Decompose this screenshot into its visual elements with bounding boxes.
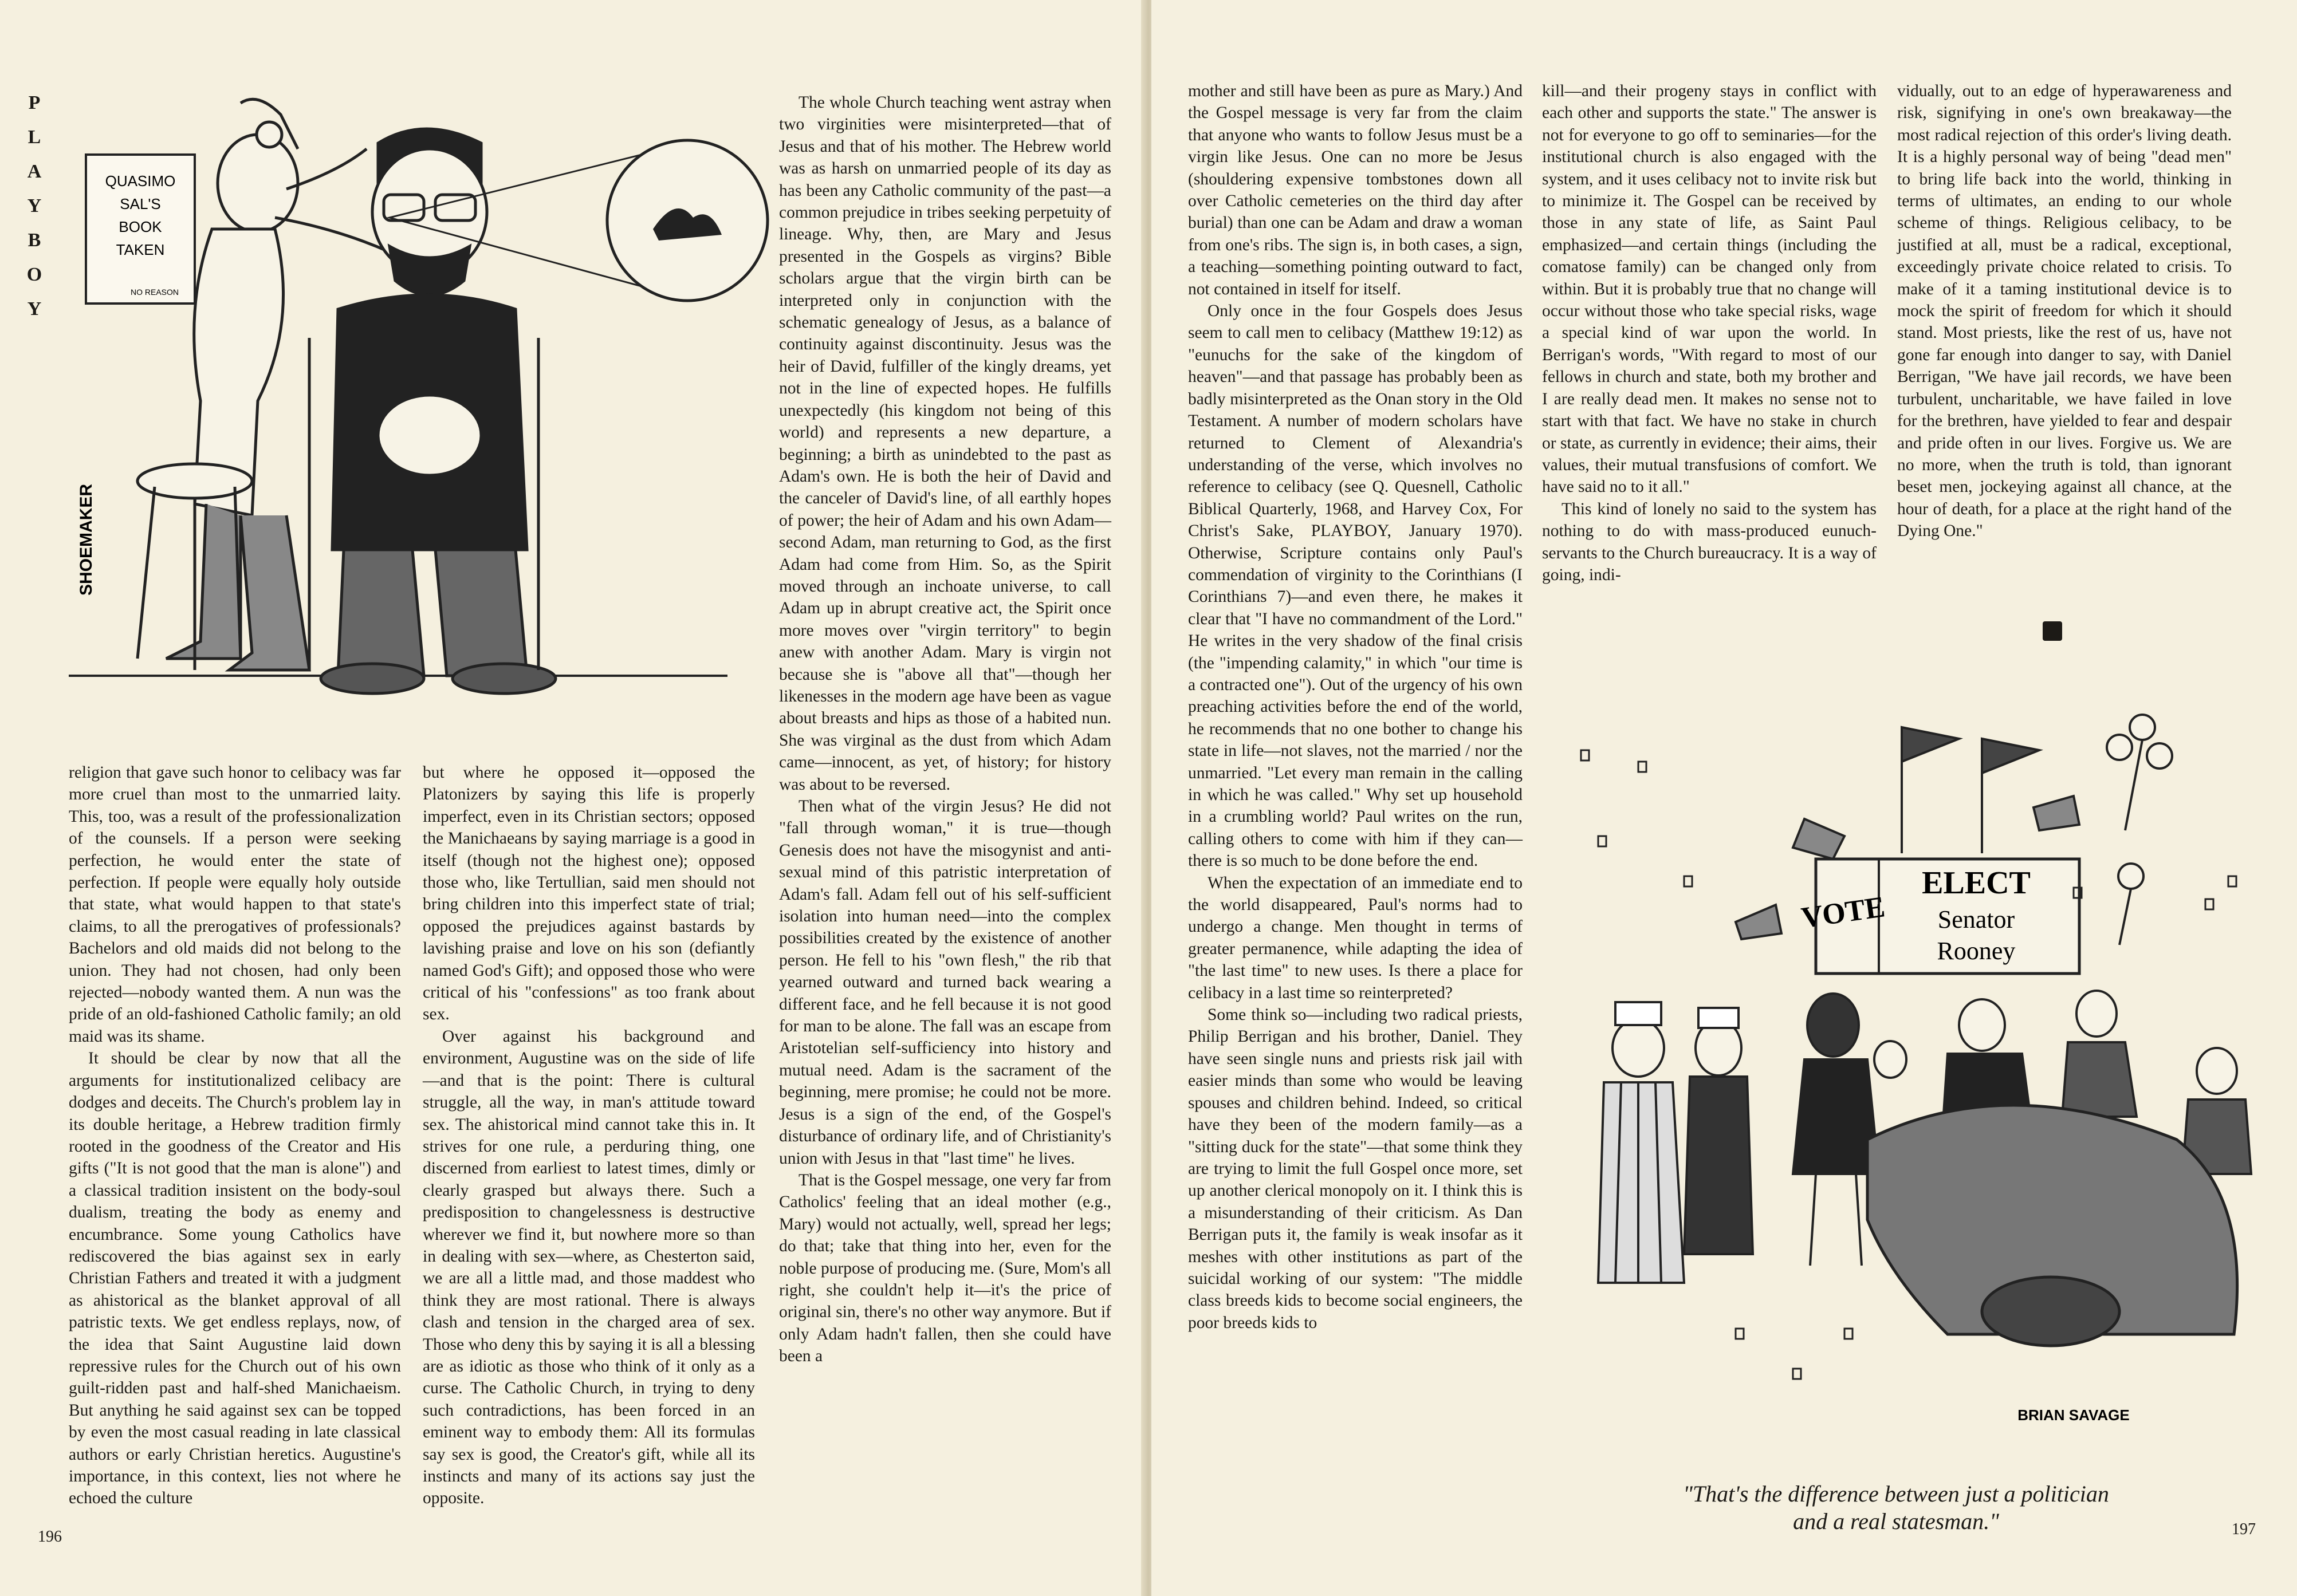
cartoon-political-rally bbox=[1547, 704, 2280, 1495]
paragraph: mother and still have been as pure as Mary.) And the Gospel message is very far from the claim that anyone who wants to follow Jesus must be a virgin like Jesus. One can no more be Jesus (shouldering expensive tombstones down all over Catholic cemeteries on the third day after burial) than one can be Adam and draw a woman from one's ribs. The sign is, in both cases, a sign, a teaching—something pointing outward to fact, not contained in itself for itself. bbox=[1188, 82, 1523, 298]
page-number-right: 197 bbox=[2232, 1520, 2256, 1538]
campaign-sign bbox=[1799, 859, 2079, 974]
caption-line-2: and a real statesman." bbox=[1793, 1508, 1999, 1534]
poster-line-1: QUASIMO bbox=[105, 172, 176, 190]
end-mark-icon bbox=[2043, 621, 2062, 641]
paragraph: Then what of the virgin Jesus? He did not "fall through woman," it is true—though Genesis does not have the misogynist and anti-sexual mind of this patristic interpretation of Adam's fall. Adam fell out of his self-sufficient isolation into human need—into the complex possibilities created by the existence of another person. He fell to his "own flesh," the rib that yearned outward and turned back wearing a different face, and he fell because it is not good for man to be alone. The fall was an escape from Aristotelian self-sufficiency into history and mutual need. Adam is the sacrament of the beginning, mere promise; he could not be more. Jesus is a sign of the end, of the Gospel's disturbance of ordinary life, and of Christianity's union with Jesus in that "last time" he lives. bbox=[779, 797, 1111, 1168]
paragraph: That is the Gospel message, one very far from Catholics' feeling that an ideal mother (e.g., Mary) would not actually, well, spread her legs; do that; take that thing into her, even for the noble purpose of producing me. (Sure, Mom's all right, she couldn't help it—it's the price of original sin, there's no other way anymore. But if only Adam hadn't fallen, then she could have been a bbox=[779, 1171, 1111, 1366]
cartoon-signature: BRIAN SAVAGE bbox=[2017, 1406, 2130, 1424]
paragraph: Over against his background and environment, Augustine was on the side of life—and that is the point: There is cultural struggle, all the way, in man's attitude toward sex. The ahistorical mind cannot take this in. It strives for one rule, a perduring thing, one discerned from earliest to latest times, dimly or clearly grasped but always there. Such a predisposition to changelessness is destructive wherever we find it, but nowhere more so than in dealing with sex—where, as Chesterton said, we are all a little mad, and those maddest who think they are most rational. There is always clash and tension in the charged area of sex. Those who deny this by saying it is all a blessing are as idiotic as those who think of it only as a curse. The Catholic Church, in trying to deny such contradictions, has been forced in an eminent way to embody them: All its formulas say sex is good, the Creator's gift, while all its instincts and many of its actions say just the opposite. bbox=[423, 1027, 755, 1508]
flags bbox=[1902, 727, 2039, 853]
left-page bbox=[0, 0, 1146, 1596]
page-number-left: 196 bbox=[38, 1528, 62, 1546]
car-wheel bbox=[1982, 1277, 2119, 1346]
paragraph: vidually, out to an edge of hyperawareness and risk, signifying in one's own breakaway—the most radical rejection of this order's living death. It is a highly personal way of being "dead men" to bring life back into the world, thinking in terms of ultimates, an ending to our whole scheme of things. Religious celibacy, to be justified at all, must be a radical, exceptional, exceedingly private choice related to crisis. To make of it a taming institutional device is to mock the spirit of freedom for which it should stand. Most priests, like the rest of us, have not gone far enough into danger to say, with Daniel Berrigan, "We have jail records, we have been turbulent, uncharitable, we have failed in love for the brethren, have yielded to fear and despair and pride often in our lives. Forgive us. We are no more, when the truth is told, than ignorant beset men, jockeying against all chance, at the hour of death, for a place at the right hand of the Dying One." bbox=[1897, 82, 2232, 541]
left-col-2 bbox=[423, 762, 755, 1510]
paragraph: When the expectation of an immediate end to the world disappeared, Paul's norms had to undergo a change. Men thought in terms of greater permanence, while adapting the idea of "the last time" to new uses. Is there a place for celibacy in a last time so reinterpreted? bbox=[1188, 873, 1523, 1002]
poster-line-4: TAKEN bbox=[116, 241, 165, 258]
poster-line-2: SAL'S bbox=[120, 195, 161, 212]
vote-sign-text: VOTE bbox=[1799, 890, 1887, 935]
paragraph: religion that gave such honor to celibacy was far more cruel than most to the unmarried laity. This, too, was a result of the professionalization of the counsels. If a person were seeking perfection, he would enter the state of perfection. If people were equally holy outside that state, what would happen to that state's claims, to all the prerogatives of professionals? Bachelors and old maids did not belong to the union. They had not chosen, had only been rejected—nobody wanted them. A nun was the pride of an old-fashioned Catholic family; an old maid was its shame. bbox=[69, 763, 401, 1046]
balloons bbox=[2107, 715, 2172, 945]
right-col-2 bbox=[1542, 80, 1877, 586]
right-col-3 bbox=[1897, 80, 2232, 542]
paragraph: Some think so—including two radical priests, Philip Berrigan and his brother, Daniel. They have seen single nuns and priests risk jail with easier minds than some who would be leaving spouses and children behind. Indeed, so critical have they been of the modern family—as a "sitting duck for the state"—that some think they are trying to limit the full Gospel once more, set up another clerical monopoly on it. I think this is a misunderstanding of their criticism. As Dan Berrigan puts it, the family is weak insofar as it meshes with other institutions as part of the suicidal working of our system: "The middle class breeds kids to become social engineers, the poor breeds kids to bbox=[1188, 1006, 1523, 1332]
right-page bbox=[1151, 0, 2297, 1596]
paragraph: This kind of lonely no said to the system has nothing to do with mass-produced eunuch-servants to the Church bureaucracy. It is a way of going, indi- bbox=[1542, 499, 1877, 584]
elect-sign-text: ELECT bbox=[1922, 865, 2031, 901]
left-col-1 bbox=[69, 762, 401, 1510]
paragraph: kill—and their progeny stays in conflict with each other and supports the state." The answer is not for everyone to go off to seminaries—for the institutional church is also engaged with the system, and it uses celibacy not to invite risk but to minimize it. The Gospel can be received by those in any state of life, as Saint Paul emphasized—and certain things (including the comatose family) can be changed only from within. But it is probably true that no change will occur without those who take special risks, wage a special kind of war upon the world. In Berrigan's words, "With regard to most of our fellows in church and state, both my brother and I are really dead men. It makes no sense not to start with that fact. We have no stake in church or state, as currently in evidence; their aims, their values, their mutual transfusions of comfort. We have said no to it all." bbox=[1542, 82, 1877, 496]
poster-line-5: NO REASON bbox=[130, 287, 179, 297]
caption-line-1: "That's the difference between just a politician bbox=[1683, 1481, 2109, 1507]
left-col-3 bbox=[779, 92, 1111, 1368]
senator-sign-text: Senator bbox=[1937, 905, 2015, 933]
paragraph: Only once in the four Gospels does Jesus seem to call men to celibacy (Matthew 19:12) as "eunuchs for the sake of the kingdom of heaven"—and that passage has probably been as badly misinterpreted as the Onan story in the Old Testament. A number of modern scholars have returned to Clement of Alexandria's understanding of the verse, which involves no reference to celibacy (see Q. Quesnell, Catholic Biblical Quarterly, 1968, and Harvey Cox, For Christ's Sake, PLAYBOY, January 1970). Otherwise, Scripture contains only Paul's commendation of virginity to the Corinthians (I Corinthians 7)—and even there, he makes it clear that "I have no commandment of the Lord." He writes in the very shadow of the final crisis (the "impending calamity," in which "our time is a contracted one"). Out of the urgency of his own preaching activities before the end of the world, he recommends that no one bother to change his state in life—not slaves, not the married / nor the unmarried. "Let every man remain in the calling in which he was called." Why set up household in a crumbling world? Paul writes on the run, calling others to come with him if they can—there is so much to be done before the end. bbox=[1188, 302, 1523, 870]
paragraph: The whole Church teaching went astray when two virginities were misinterpreted—that of Jesus and that of his mother. The Hebrew world was as harsh on unmarried people of its day as has been any Catholic community of the past—a common prejudice in tribes seeking perpetuity of lineage. Why, then, are Mary and Jesus presented in the Gospels as virgins? Bible scholars argue that the virgin birth can be interpreted only in conjunction with the schematic genealogy of Jesus, as a balance of continuity against discontinuity. Jesus was the heir of David, fulfiller of the kingly dreams, yet not in the line of expected hopes. He fulfills unexpectedly (his kingdom not being of this world) and represents a new departure, a beginning; a birth as unindebted to the past as Adam's own. He is both the heir of David and the canceler of David's line, of all earthly hopes of power; the heir of Adam and his own Adam—second Adam, man returning to God, as the first Adam had come from Him. So, as the Spirit moved through an inchoate universe, to call Adam up in abrupt creative act, the Spirit once more moves over "virgin territory" to begin anew with another Adam. Mary is virgin not because she is "above all that"—though her likenesses in the modern age have been as vague about breasts and hips as those of a habited nun. She was virginal as the dust from which Adam came—innocent, as yet, of history; for history was about to be reversed. bbox=[779, 93, 1112, 794]
paragraph: but where he opposed it—opposed the Platonizers by saying this life is properly imperfect, even in its Christian sectors; opposed the Manichaeans by saying marriage is a good in itself (though not the highest one); opposed those who, like Tertullian, said men should not bring children into this imperfect state of trial; opposed the prejudices against bastards by lavishing praise and love on his son (defiantly named God's Gift); and opposed those who were critical of his "confessions" as too frank about sex. bbox=[423, 763, 755, 1024]
cartoon-signature: SHOEMAKER bbox=[77, 483, 96, 596]
paragraph: It should be clear by now that all the arguments for institutionalized celibacy are dodges and deceits. The Church's problem lay in its double heritage, a Hebrew tradition firmly rooted in the goodness of the Creator and His gifts ("It is not good that the man is alone") and a classical tradition insistent on the body-soul dualism, treating the body as enemy and encumbrance. Some young Catholics have rediscovered the bias against sex in early Christian Fathers and treated it with a judgment as ahistorical as the blanket approval of all patristic texts. We get endless replays, now, of the idea that Saint Augustine laid down repressive rules for the Church out of his own guilt-ridden past and half-shed Manichaeism. But anything he said against sex can be topped by even the most casual reading in late classical authors or early Christian heretics. Augustine's importance, in this context, lies not where he echoed the culture bbox=[69, 1049, 401, 1508]
cartoon-doctor-exam bbox=[69, 80, 773, 733]
poster-line-3: BOOK bbox=[119, 218, 162, 235]
wall-poster bbox=[86, 155, 195, 304]
magazine-name: PLAYBOY bbox=[26, 92, 54, 320]
cartoon-caption bbox=[1524, 1480, 2268, 1535]
right-col-1 bbox=[1188, 80, 1523, 1334]
patient-figure bbox=[321, 129, 556, 693]
candidate-name-text: Rooney bbox=[1937, 937, 2016, 965]
